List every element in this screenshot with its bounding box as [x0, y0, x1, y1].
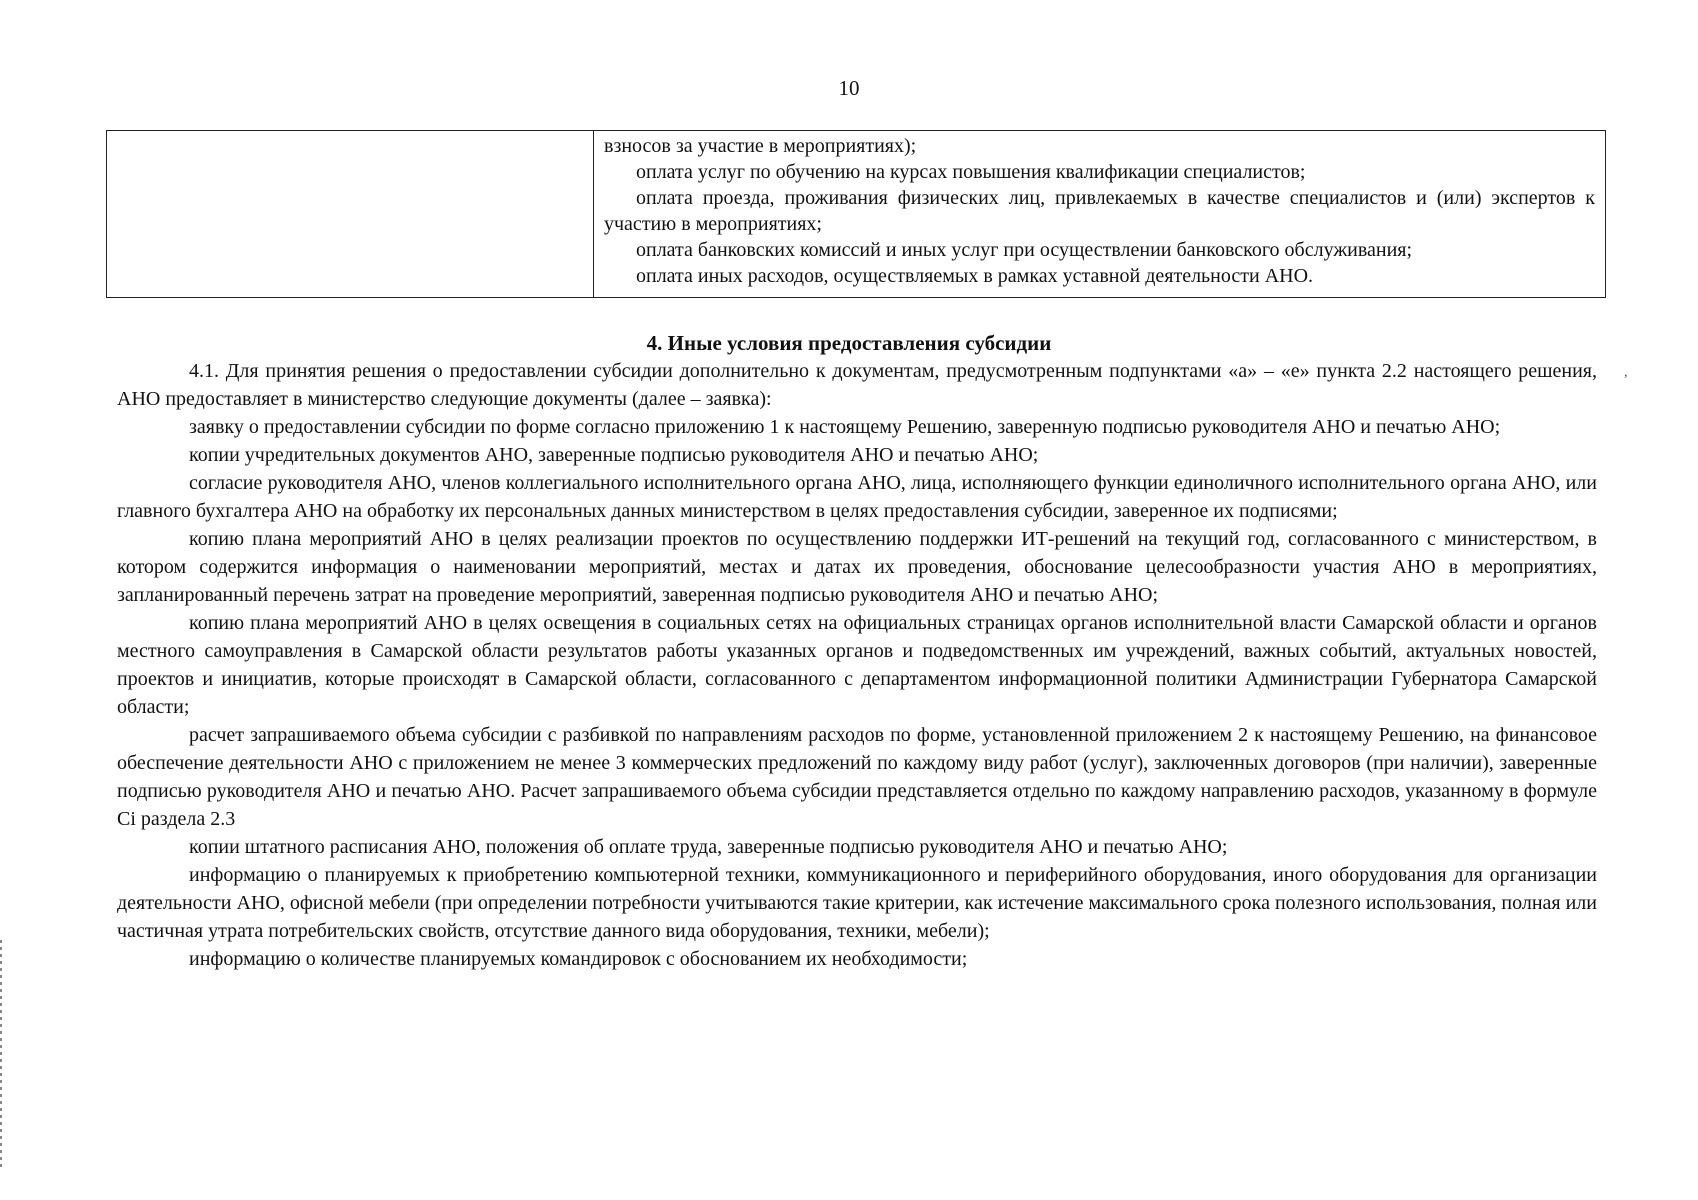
paragraph: информацию о планируемых к приобретению компьютерной техники, коммуникационного и периферийного оборудования, иного оборудования для организации деятельности АНО, офисной мебели (при определении потребности учитываются такие критерии, как истечение максимального срока полезного использования, полная или частичная утрата потребительских свойств, отсутствие данного вида оборудования, техники, мебели); — [117, 864, 1597, 942]
paragraph: 4.1. Для принятия решения о предоставлении субсидии дополнительно к документам, предусмотренным подпунктами «а» – «е» пункта 2.2 настоящего решения, АНО предоставляет в министерство следующие документы (далее – заявка): — [117, 360, 1597, 410]
paragraph: информацию о количестве планируемых командировок с обоснованием их необходимости; — [189, 948, 968, 970]
paragraph: копии штатного расписания АНО, положения об оплате труда, заверенные подписью руководителя АНО и печатью АНО; — [189, 836, 1228, 858]
margin-mark: , — [1624, 365, 1628, 380]
paragraph: согласие руководителя АНО, членов коллегиального исполнительного органа АНО, лица, исполняющего функции единоличного исполнительного органа АНО, или главного бухгалтера АНО на обработку их персональных данных министерством в целях предоставления субсидии, заверенное их подписями; — [117, 472, 1597, 522]
table-line: оплата банковских комиссий и иных услуг при осуществлении банковского обслуживания; — [636, 239, 1413, 261]
table-line: оплата услуг по обучению на курсах повышения квалификации специалистов; — [636, 161, 1306, 183]
page-number: 10 — [838, 76, 860, 100]
section-title: 4. Иные условия предоставления субсидии — [646, 331, 1052, 355]
table-line: оплата иных расходов, осуществляемых в рамках уставной деятельности АНО. — [636, 265, 1314, 287]
table-line: взносов за участие в мероприятиях); — [604, 135, 917, 157]
section-body — [117, 357, 1597, 973]
paragraph: копии учредительных документов АНО, заверенные подписью руководителя АНО и печатью АНО; — [189, 444, 1039, 466]
table-line: оплата проезда, проживания физических лиц, привлекаемых в качестве специалистов и (или) экспертов к участию в мероприятиях; — [604, 187, 1595, 235]
table-left-cell — [107, 131, 594, 297]
paragraph: копию плана мероприятий АНО в целях реализации проектов по осуществлению поддержки ИТ-решений на текущий год, согласованного с министерством, в котором содержится информация о наименовании мероприятий, местах и датах их проведения, обоснование целесообразности участия АНО в мероприятиях, запланированный перечень затрат на проведение мероприятий, заверенная подписью руководителя АНО и печатью АНО; — [117, 528, 1597, 606]
scan-edge-mark — [0, 940, 2, 1170]
paragraph: расчет запрашиваемого объема субсидии с разбивкой по направлениям расходов по форме, установленной приложением 2 к настоящему Решению, на финансовое обеспечение деятельности АНО с приложением не менее 3 коммерческих предложений по каждому виду работ (услуг), заключенных договоров (при наличии), заверенные подписью руководителя АНО и печатью АНО. Расчет запрашиваемого объема субсидии представляется отдельно по каждому направлению расходов, указанному в формуле Ci раздела 2.3 — [117, 724, 1597, 830]
paragraph: копию плана мероприятий АНО в целях освещения в социальных сетях на официальных страницах органов исполнительной власти Самарской области и органов местного самоуправления в Самарской области результатов работы указанных органов и подведомственных им учреждений, важных событий, актуальных новостей, проектов и инициатив, которые происходят в Самарской области, согласованного с департаментом информационной политики Администрации Губернатора Самарской области; — [117, 612, 1597, 718]
expense-table — [106, 130, 1606, 298]
paragraph: заявку о предоставлении субсидии по форме согласно приложению 1 к настоящему Решению, заверенную подписью руководителя АНО и печатью АНО; — [189, 416, 1501, 438]
table-right-cell — [594, 131, 1605, 297]
